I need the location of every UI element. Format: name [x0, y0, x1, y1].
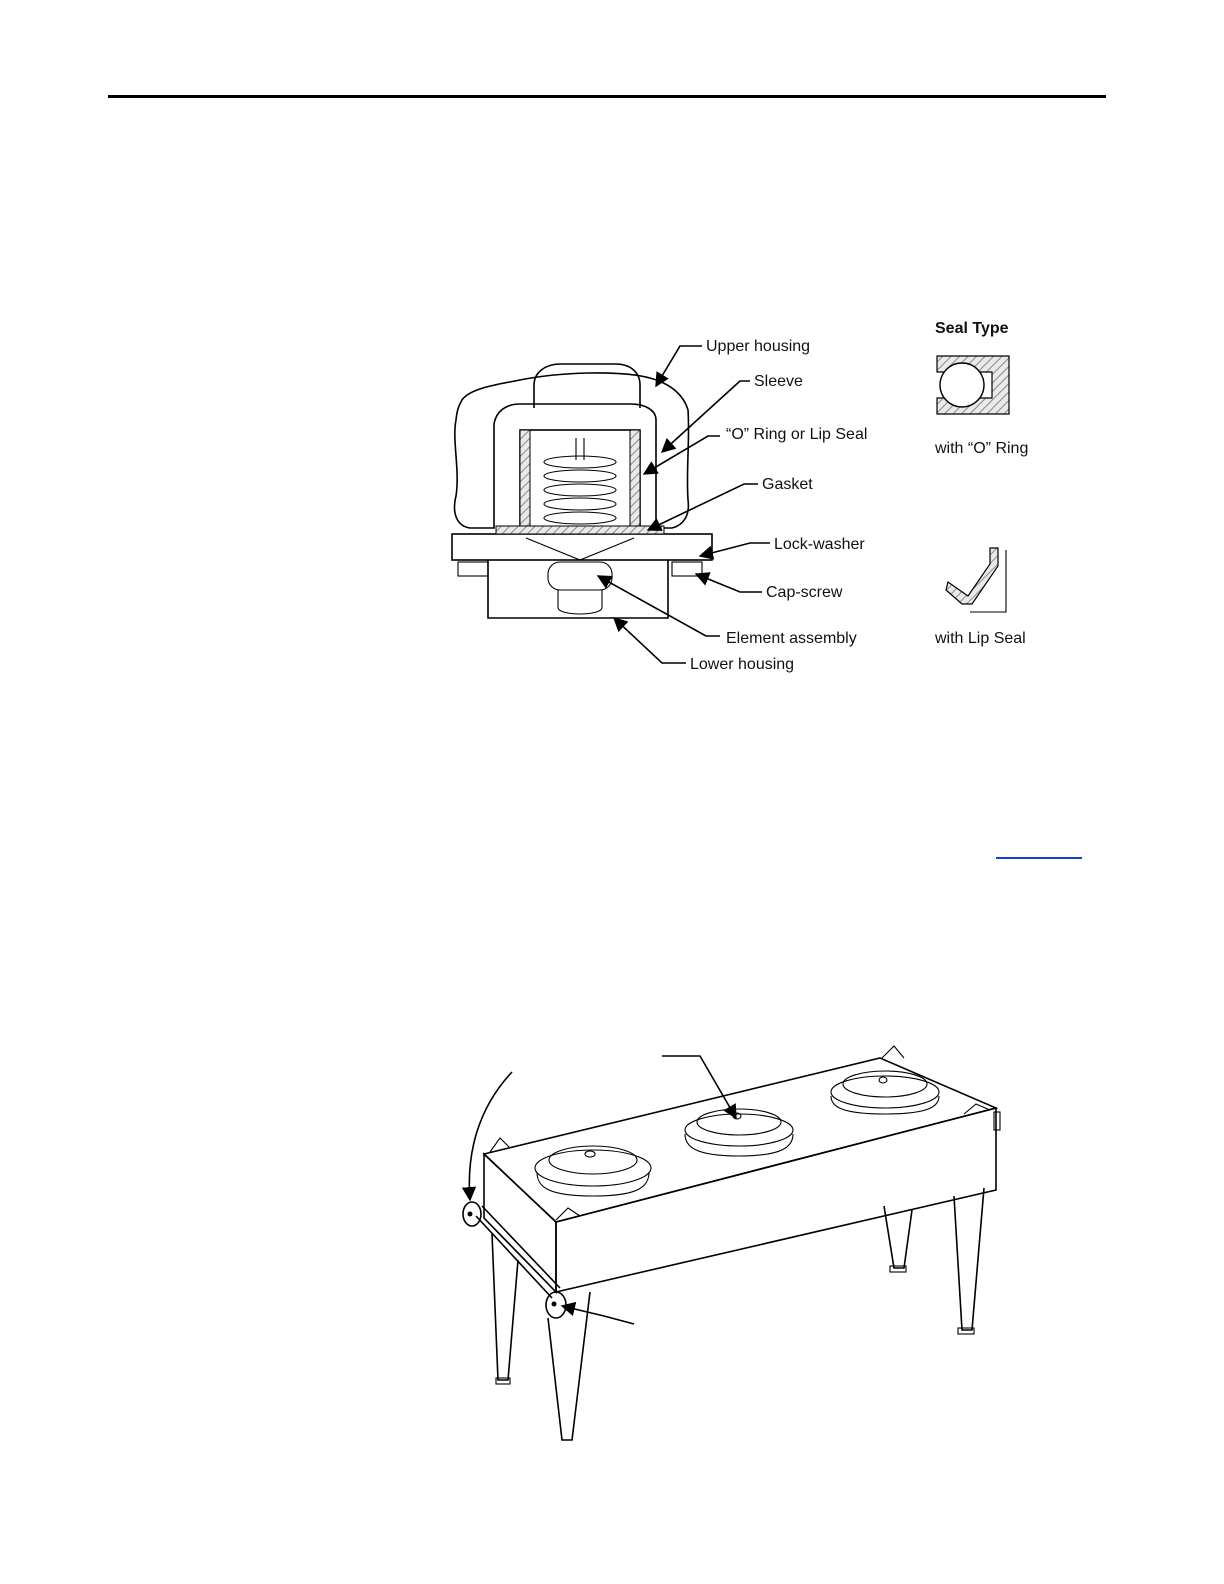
label-o-ring-or-lip-seal: “O” Ring or Lip Seal: [726, 426, 868, 443]
label-upper-housing: Upper housing: [706, 338, 811, 355]
label-sleeve: Sleeve: [754, 373, 803, 390]
label-gasket: Gasket: [762, 476, 813, 493]
valve-cross-section-drawing: [452, 364, 712, 618]
cooler-unit-drawing: [463, 1046, 1000, 1440]
o-ring-caption: with “O” Ring: [935, 440, 1029, 457]
label-lower-housing: Lower housing: [690, 656, 795, 673]
leader-lines-figure-2: [469, 1056, 736, 1324]
label-lock-washer: Lock-washer: [774, 536, 865, 553]
label-cap-screw: Cap-screw: [766, 584, 843, 601]
seal-type-title: Seal Type: [935, 320, 1009, 337]
leader-lines-figure-1: [598, 346, 770, 663]
seal-type-panel: [934, 320, 1028, 647]
lip-seal-caption: with Lip Seal: [935, 630, 1026, 647]
label-element-assembly: Element assembly: [726, 630, 857, 647]
lip-seal-icon: [946, 548, 998, 604]
o-ring-icon: [940, 363, 984, 407]
